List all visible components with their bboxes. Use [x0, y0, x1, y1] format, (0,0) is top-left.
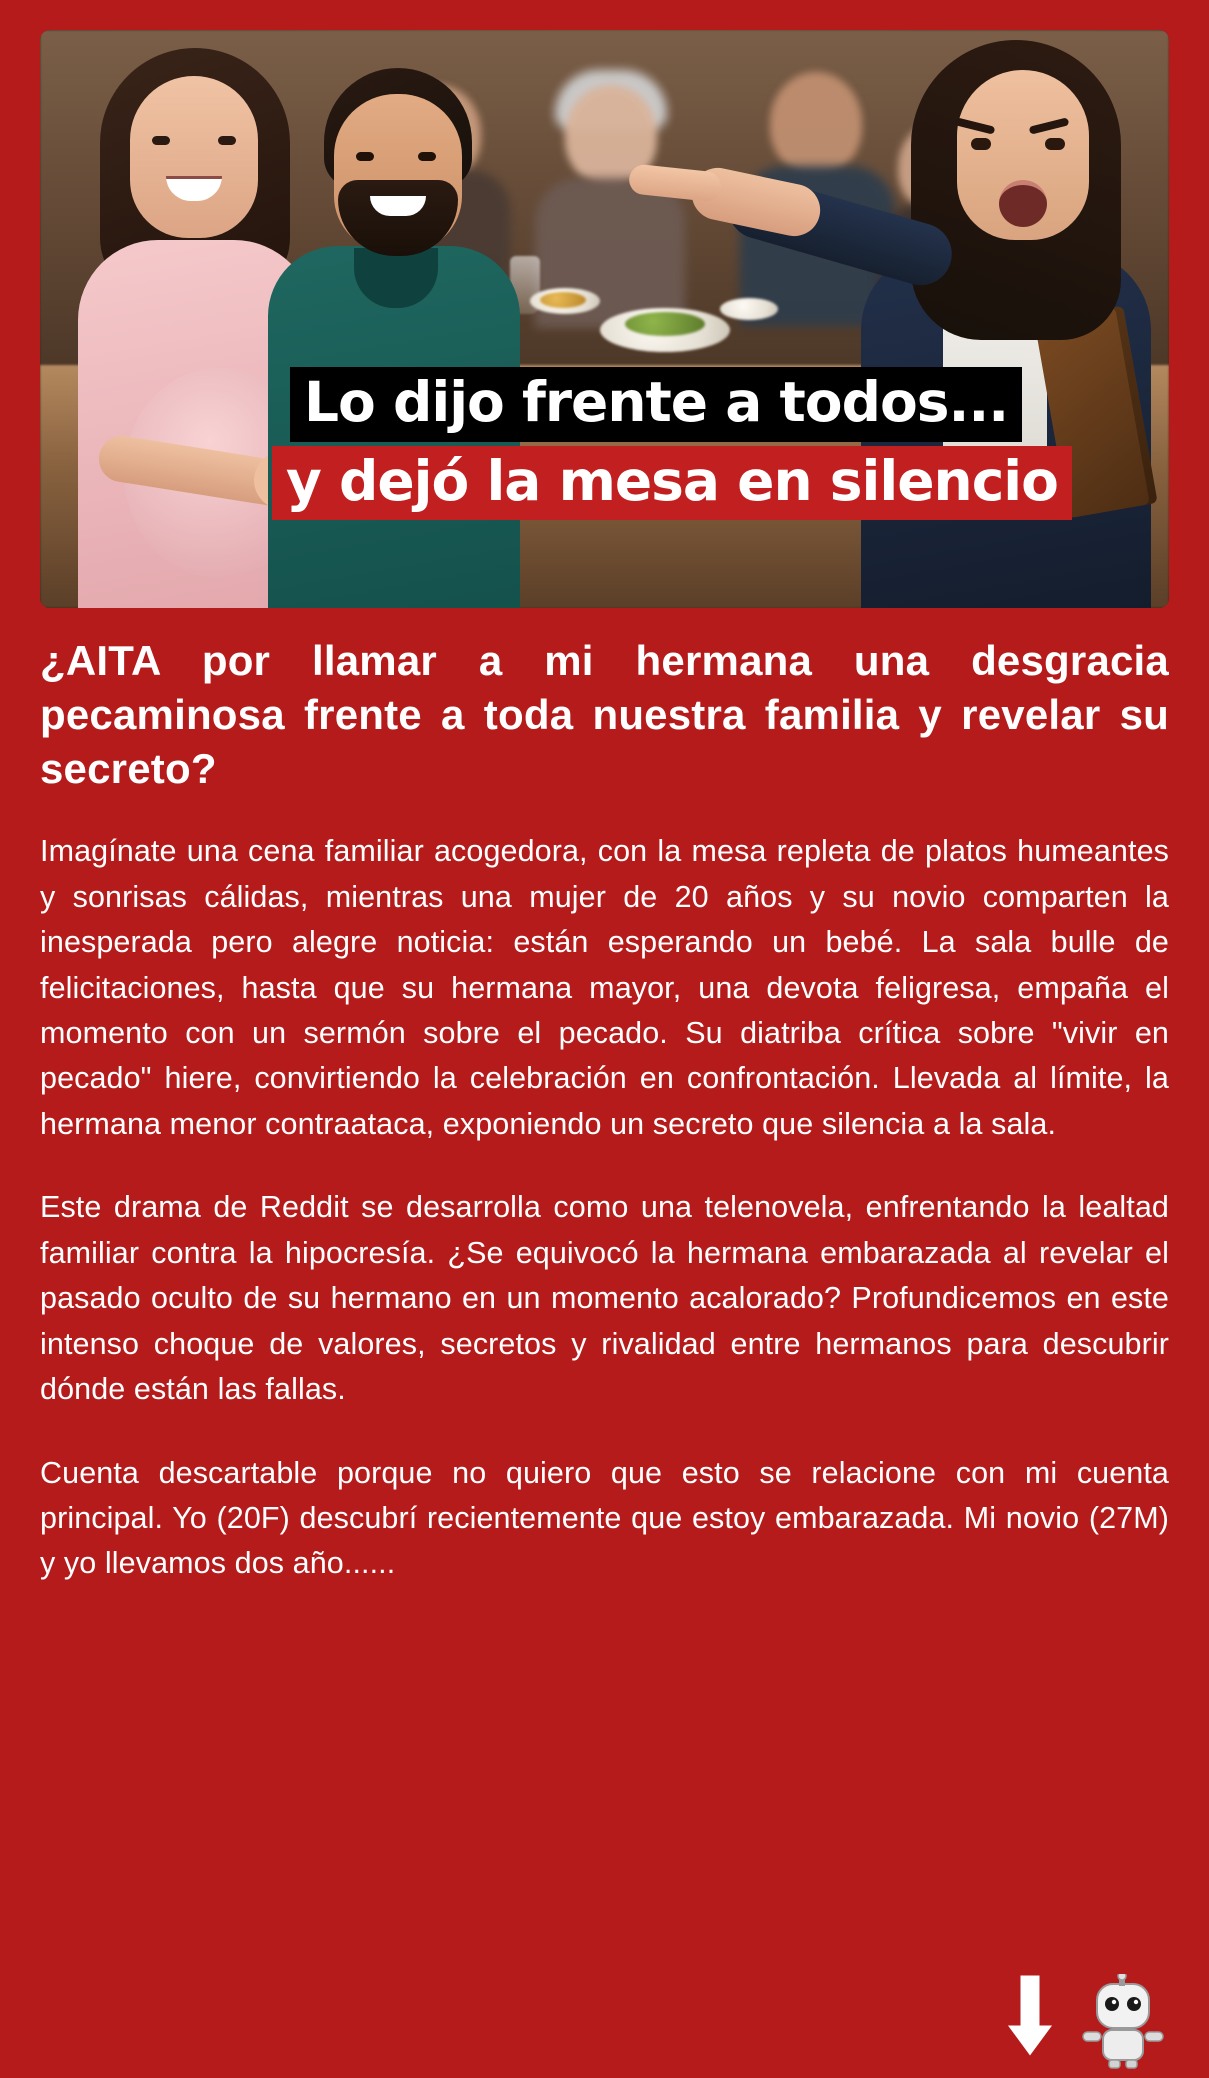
- angry-sister-eye-left: [971, 138, 991, 150]
- angry-sister-figure: [851, 40, 1151, 608]
- article-paragraph: Este drama de Reddit se desarrolla como una telenovela, enfrentando la lealtad familiar contra la hipocresía. ¿Se equivocó la hermana embarazada al revelar el pasado oculto de su hermano en un momento acalorado? Profundicemos en este intenso choque de valores, secretos y rivalidad entre hermanos para descubrir dónde están las fallas.: [40, 1190, 1169, 1407]
- boyfriend-beard: [338, 180, 458, 256]
- hero-image: [40, 30, 1169, 608]
- article-paragraph: Imagínate una cena familiar acogedora, con la mesa repleta de platos humeantes y sonrisas cálidas, mientras una mujer de 20 años y su novio comparten la inesperada pero alegre noticia: están esperando un bebé. La sala bulle de felicitaciones, hasta que su hermana mayor, una devota feligresa, empaña el momento con un sermón sobre el pecado. Su diatriba crítica sobre "vivir en pecado" hiere, convirtiendo la celebración en confrontación. Llevada al límite, la hermana menor contraataca, exponiendo un secreto que silencia a la sala.: [40, 834, 1169, 1141]
- angry-sister-mouth: [999, 180, 1047, 227]
- article-paragraph: Cuenta descartable porque no quiero que esto se relacione con mi cuenta principal. Yo (20F) descubrí recientemente que estoy embarazada. Mi novio (27M) y yo llevamos dos año......: [40, 1455, 1169, 1581]
- down-arrow-icon[interactable]: [1003, 1972, 1057, 2062]
- side-food: [540, 292, 586, 308]
- article-body: [40, 829, 1169, 1587]
- background-person-3-head: [770, 72, 862, 174]
- boyfriend-eye-right: [418, 152, 436, 161]
- article-page: [0, 30, 1209, 2078]
- boyfriend-eye-left: [356, 152, 374, 161]
- hero-caption-line-2: y dejó la mesa en silencio: [272, 446, 1072, 520]
- pregnant-woman-eye-right: [218, 136, 236, 145]
- page-title: ¿AITA por llamar a mi hermana una desgracia pecaminosa frente a toda nuestra familia y revelar su secreto?: [40, 637, 1169, 792]
- small-plate: [720, 298, 778, 320]
- boyfriend-figure: [268, 68, 528, 608]
- pregnant-woman-eye-left: [152, 136, 170, 145]
- angry-sister-eye-right: [1045, 138, 1065, 150]
- salad-food: [625, 312, 705, 336]
- hero-caption-overlay: [40, 367, 1169, 520]
- hero-caption-line-1: Lo dijo frente a todos...: [290, 367, 1022, 441]
- robot-mascot-icon: [1071, 1974, 1175, 2070]
- pregnant-woman-face: [130, 76, 258, 238]
- hero-scene: [40, 30, 1169, 608]
